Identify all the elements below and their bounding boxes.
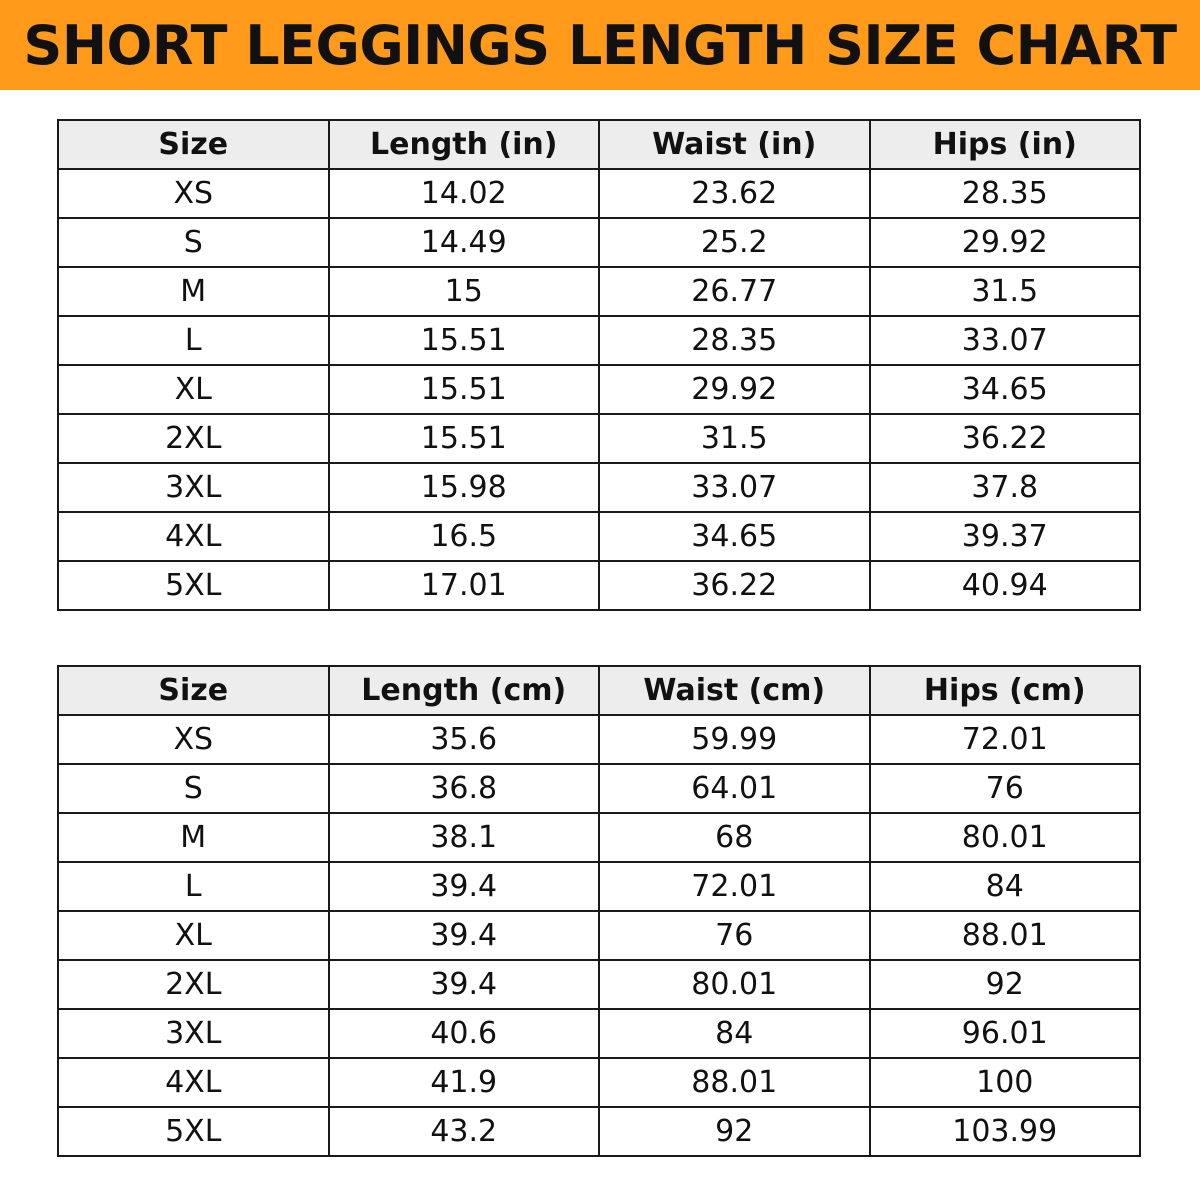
header-row: [58, 120, 1140, 169]
column-header: Length (cm): [329, 666, 600, 715]
size-table-inches: [57, 119, 1141, 611]
measurement-cell: 39.4: [329, 960, 600, 1009]
size-cell: 2XL: [58, 960, 329, 1009]
measurement-cell: 103.99: [870, 1107, 1141, 1156]
size-cell: S: [58, 764, 329, 813]
measurement-cell: 15.51: [329, 414, 600, 463]
column-header: Waist (cm): [599, 666, 870, 715]
measurement-cell: 29.92: [870, 218, 1141, 267]
table-row: [58, 365, 1140, 414]
column-header: Hips (in): [870, 120, 1141, 169]
measurement-cell: 15.51: [329, 365, 600, 414]
table-row: [58, 169, 1140, 218]
size-cell: 3XL: [58, 1009, 329, 1058]
measurement-cell: 16.5: [329, 512, 600, 561]
measurement-cell: 38.1: [329, 813, 600, 862]
table-row: [58, 1058, 1140, 1107]
measurement-cell: 72.01: [870, 715, 1141, 764]
column-header: Size: [58, 666, 329, 715]
measurement-cell: 76: [599, 911, 870, 960]
size-cell: XS: [58, 715, 329, 764]
measurement-cell: 15.98: [329, 463, 600, 512]
size-cell: M: [58, 813, 329, 862]
table-row: [58, 911, 1140, 960]
measurement-cell: 88.01: [870, 911, 1141, 960]
measurement-cell: 14.49: [329, 218, 600, 267]
measurement-cell: 96.01: [870, 1009, 1141, 1058]
measurement-cell: 92: [870, 960, 1141, 1009]
header-row: [58, 666, 1140, 715]
table-row: [58, 960, 1140, 1009]
column-header: Size: [58, 120, 329, 169]
measurement-cell: 35.6: [329, 715, 600, 764]
measurement-cell: 39.4: [329, 911, 600, 960]
measurement-cell: 36.22: [599, 561, 870, 610]
measurement-cell: 25.2: [599, 218, 870, 267]
measurement-cell: 37.8: [870, 463, 1141, 512]
size-cell: L: [58, 316, 329, 365]
table-row: [58, 512, 1140, 561]
measurement-cell: 36.22: [870, 414, 1141, 463]
title-banner: [0, 0, 1200, 90]
table-row: [58, 414, 1140, 463]
measurement-cell: 80.01: [599, 960, 870, 1009]
measurement-cell: 39.4: [329, 862, 600, 911]
measurement-cell: 84: [599, 1009, 870, 1058]
measurement-cell: 100: [870, 1058, 1141, 1107]
column-header: Length (in): [329, 120, 600, 169]
size-cell: 4XL: [58, 1058, 329, 1107]
measurement-cell: 34.65: [870, 365, 1141, 414]
measurement-cell: 59.99: [599, 715, 870, 764]
size-cell: 3XL: [58, 463, 329, 512]
size-cell: 5XL: [58, 1107, 329, 1156]
measurement-cell: 15.51: [329, 316, 600, 365]
measurement-cell: 31.5: [870, 267, 1141, 316]
measurement-cell: 28.35: [599, 316, 870, 365]
measurement-cell: 43.2: [329, 1107, 600, 1156]
table-row: [58, 561, 1140, 610]
table-row: [58, 1009, 1140, 1058]
measurement-cell: 68: [599, 813, 870, 862]
page-title: SHORT LEGGINGS LENGTH SIZE CHART: [23, 13, 1177, 77]
measurement-cell: 14.02: [329, 169, 600, 218]
size-cell: S: [58, 218, 329, 267]
measurement-cell: 36.8: [329, 764, 600, 813]
table-row: [58, 463, 1140, 512]
column-header: Waist (in): [599, 120, 870, 169]
size-cell: XS: [58, 169, 329, 218]
table-row: [58, 764, 1140, 813]
table-row: [58, 813, 1140, 862]
measurement-cell: 40.6: [329, 1009, 600, 1058]
measurement-cell: 17.01: [329, 561, 600, 610]
column-header: Hips (cm): [870, 666, 1141, 715]
size-cell: L: [58, 862, 329, 911]
measurement-cell: 40.94: [870, 561, 1141, 610]
measurement-cell: 41.9: [329, 1058, 600, 1107]
measurement-cell: 15: [329, 267, 600, 316]
measurement-cell: 88.01: [599, 1058, 870, 1107]
measurement-cell: 23.62: [599, 169, 870, 218]
measurement-cell: 84: [870, 862, 1141, 911]
size-cell: M: [58, 267, 329, 316]
table-row: [58, 316, 1140, 365]
table-row: [58, 862, 1140, 911]
measurement-cell: 64.01: [599, 764, 870, 813]
measurement-cell: 29.92: [599, 365, 870, 414]
size-cell: XL: [58, 911, 329, 960]
size-cell: XL: [58, 365, 329, 414]
measurement-cell: 26.77: [599, 267, 870, 316]
measurement-cell: 92: [599, 1107, 870, 1156]
table-row: [58, 267, 1140, 316]
size-cell: 5XL: [58, 561, 329, 610]
measurement-cell: 33.07: [870, 316, 1141, 365]
measurement-cell: 72.01: [599, 862, 870, 911]
measurement-cell: 80.01: [870, 813, 1141, 862]
measurement-cell: 31.5: [599, 414, 870, 463]
measurement-cell: 28.35: [870, 169, 1141, 218]
size-cell: 4XL: [58, 512, 329, 561]
size-cell: 2XL: [58, 414, 329, 463]
size-table-cm: [57, 665, 1141, 1157]
measurement-cell: 34.65: [599, 512, 870, 561]
measurement-cell: 33.07: [599, 463, 870, 512]
table-row: [58, 715, 1140, 764]
table-row: [58, 218, 1140, 267]
table-row: [58, 1107, 1140, 1156]
measurement-cell: 76: [870, 764, 1141, 813]
measurement-cell: 39.37: [870, 512, 1141, 561]
